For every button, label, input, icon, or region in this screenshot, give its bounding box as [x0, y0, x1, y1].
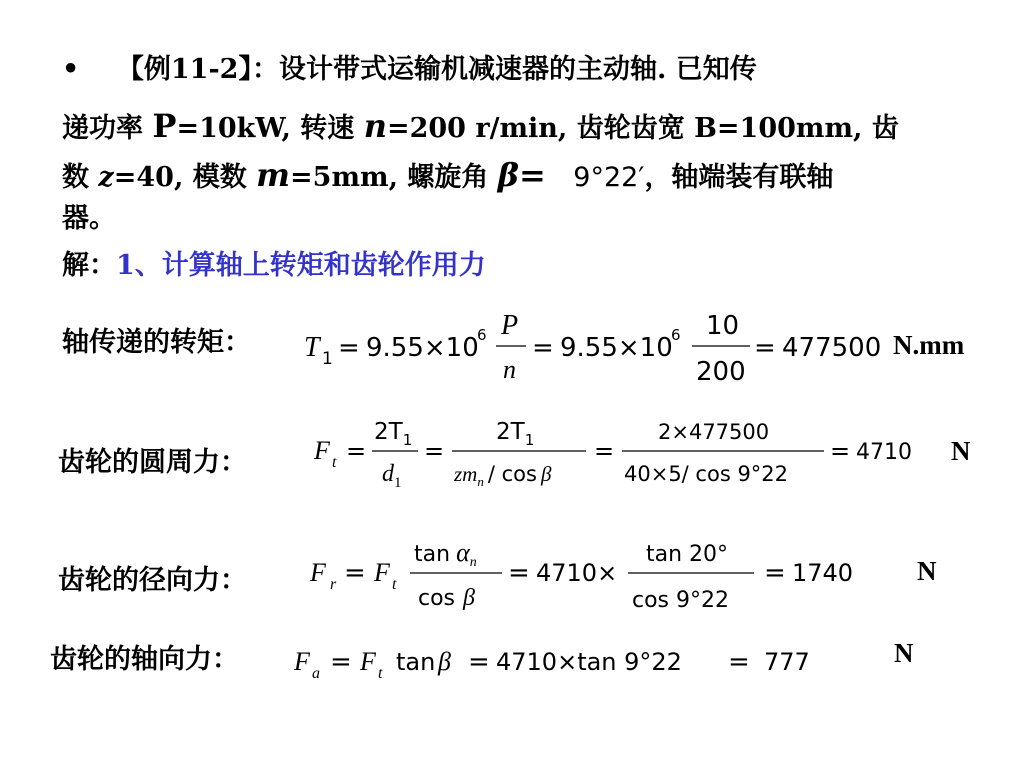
- tangential-eq-3: =: [594, 437, 615, 465]
- axial-tan: tan: [396, 648, 436, 676]
- axial-eq-2: =: [468, 647, 490, 677]
- solution-prefix: 解：: [62, 250, 116, 281]
- axial-F-sub: a: [312, 665, 320, 682]
- radial-F: F: [310, 558, 326, 587]
- torque-T: T: [304, 332, 320, 363]
- radial-Ft: F: [374, 558, 390, 587]
- tangential-result: 4710: [856, 440, 912, 465]
- tangential-label: 齿轮的圆周力：: [58, 447, 247, 478]
- torque-exp-2: 6: [671, 326, 681, 344]
- teeth-label: 数: [62, 162, 89, 193]
- helix-value: 9°22′: [573, 162, 645, 193]
- power-symbol: P: [152, 107, 177, 145]
- radial-eq-2: =: [508, 558, 530, 588]
- tangential-f1-num: $2T_1$: [374, 419, 413, 449]
- radial-f1-den: cos β: [418, 585, 475, 611]
- tangential-f2-den: $zm_n$ / cos β: [454, 462, 552, 489]
- teeth-value: =40,: [113, 162, 184, 193]
- example-tag: 【例11-2】: [116, 54, 252, 85]
- helix-symbol: β=: [497, 156, 546, 194]
- axial-formula: [288, 636, 848, 686]
- radial-unit: N: [917, 556, 937, 586]
- axial-F: F: [294, 647, 310, 676]
- axial-eq-3: =: [728, 647, 750, 677]
- speed-label: 转速: [300, 113, 355, 144]
- radial-formula: [306, 535, 906, 620]
- helix-label: 螺旋角: [407, 162, 489, 193]
- radial-f2-num: tan 20°: [646, 542, 729, 567]
- problem-text-3-suffix: ，轴端装有联轴: [644, 162, 834, 193]
- radial-f2-den: cos 9°22: [632, 588, 730, 613]
- axial-Ft: F: [360, 647, 376, 676]
- module-label: 模数: [192, 162, 247, 193]
- torque-eq-2: =: [532, 333, 554, 363]
- tangential-f3-num: 2×477500: [658, 420, 770, 444]
- speed-value: =200 r/min,: [386, 113, 568, 144]
- tangential-F-sub: t: [332, 454, 337, 471]
- axial-eq-1: =: [330, 647, 352, 677]
- torque-eq-3: =: [754, 333, 776, 363]
- solution-step-title: 1、计算轴上转矩和齿轮作用力: [116, 250, 486, 281]
- problem-text-2-prefix: 递功率: [62, 113, 143, 144]
- radial-eq-1: =: [344, 558, 366, 588]
- axial-beta: β: [438, 647, 451, 676]
- torque-frac2-den: 200: [696, 357, 746, 387]
- axial-result: 777: [764, 648, 810, 676]
- radial-coef: 4710×: [536, 559, 618, 587]
- torque-frac2-num: 10: [706, 311, 740, 341]
- face-width-text: 齿轮齿宽 B=100mm, 齿: [576, 113, 899, 144]
- torque-eq-1: =: [338, 333, 360, 363]
- problem-line-1: [62, 48, 757, 92]
- module-symbol: m: [256, 156, 291, 194]
- tangential-unit: N: [951, 436, 971, 466]
- tangential-F: F: [314, 436, 330, 465]
- bullet: •: [62, 54, 80, 85]
- torque-result: 477500: [782, 333, 882, 363]
- power-value: =10kW,: [176, 113, 291, 144]
- tangential-f2-num: $2T_1$: [496, 419, 535, 449]
- torque-coef-1: 9.55×10: [366, 333, 479, 363]
- axial-rhs: 4710×tan 9°22: [496, 648, 682, 676]
- colon: ：: [251, 54, 279, 85]
- tangential-eq-4: =: [830, 437, 851, 465]
- tangential-f3-den: 40×5/ cos 9°22: [624, 462, 789, 486]
- radial-Ft-sub: t: [392, 576, 397, 593]
- radial-result: 1740: [792, 559, 854, 587]
- tangential-formula: [310, 415, 930, 495]
- torque-coef-2: 9.55×10: [560, 333, 673, 363]
- axial-Ft-sub: t: [378, 665, 383, 682]
- tangential-eq-2: =: [424, 437, 445, 465]
- torque-label: 轴传递的转矩：: [62, 327, 251, 358]
- torque-exp-1: 6: [477, 326, 487, 344]
- tangential-eq-1: =: [346, 437, 367, 465]
- torque-unit: N.mm: [893, 330, 965, 360]
- torque-formula: [300, 300, 890, 390]
- axial-label: 齿轮的轴向力：: [50, 644, 239, 675]
- module-value: =5mm,: [290, 162, 398, 193]
- torque-frac1-den: n: [503, 355, 516, 384]
- axial-unit: N: [894, 638, 914, 668]
- problem-line-4: [62, 197, 116, 241]
- problem-line-2: [62, 104, 899, 151]
- radial-eq-3: =: [764, 558, 786, 588]
- solution-heading: [62, 244, 486, 288]
- torque-T-sub: 1: [322, 349, 333, 369]
- torque-frac1-num: P: [501, 310, 519, 341]
- problem-text-1: 设计带式运输机减速器的主动轴. 已知传: [278, 54, 757, 85]
- problem-line-3: [62, 153, 833, 200]
- speed-symbol: n: [363, 107, 387, 145]
- radial-F-sub: r: [330, 576, 337, 593]
- tangential-f1-den: $d_1$: [382, 461, 402, 491]
- problem-text-4: 器。: [62, 203, 116, 234]
- radial-label: 齿轮的径向力：: [58, 565, 247, 596]
- teeth-symbol: z: [98, 162, 114, 193]
- radial-f1-num: $\tan \alpha_n$: [414, 538, 477, 570]
